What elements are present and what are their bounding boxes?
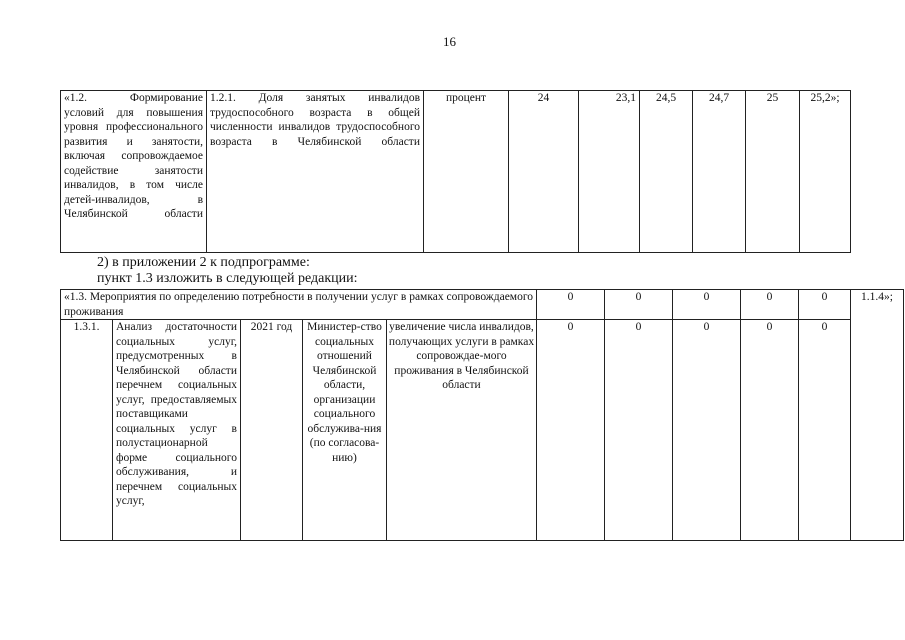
value-cell: 0 <box>673 320 741 541</box>
indicator-table <box>60 90 851 253</box>
value-cell: 23,1 <box>579 91 640 253</box>
value-cell: 0 <box>673 290 741 320</box>
row-number-cell: 1.3.1. <box>61 320 113 541</box>
value-cell: 25,2»; <box>800 91 851 253</box>
value-cell: 0 <box>741 290 799 320</box>
page-number: 16 <box>443 34 456 49</box>
table-header-row <box>61 290 904 320</box>
goal-cell <box>61 91 207 253</box>
table-row <box>61 91 851 253</box>
paragraph: пункт 1.3 изложить в следующей редакции: <box>97 271 358 286</box>
value-cell: 0 <box>605 320 673 541</box>
paragraph: 2) в приложении 2 к подпрограмме: <box>97 255 310 270</box>
unit-cell: процент <box>424 91 509 253</box>
value-cell: 25 <box>746 91 800 253</box>
indicator-cell <box>207 91 424 253</box>
indicator-text: 1.2.1. Доля занятых инвалидов трудоспособного возраста в общей численности инвалидов трудоспособного возраста в Челябинской области <box>210 92 420 148</box>
value-cell: 0 <box>537 290 605 320</box>
value-cell: 24,7 <box>693 91 746 253</box>
value-cell: 0 <box>741 320 799 541</box>
activities-table <box>60 289 904 541</box>
section-title: «1.3. Мероприятия по определению потребности в получении услуг в рамках сопровождаемого проживания <box>64 291 534 318</box>
value-cell: 0 <box>799 290 851 320</box>
value-cell: 0 <box>605 290 673 320</box>
value-cell: 24 <box>509 91 579 253</box>
ref-cell: 1.1.4»; <box>851 290 904 541</box>
executor-cell: Министер-ство социальных отношений Челябинской области, организации социального обслужива-ния (по согласова-нию) <box>303 320 387 541</box>
activity-name: Анализ достаточности социальных услуг, предусмотренных в Челябинской области перечнем социальных услуг, предоставляемых поставщиками социальных услуг в полустационарной форме социального обслуживания, и перечнем социальных услуг, <box>116 321 237 507</box>
value-cell: 0 <box>799 320 851 541</box>
name-cell <box>113 320 241 541</box>
section-title-cell <box>61 290 537 320</box>
goal-text: «1.2. Формирование условий для повышения уровня профессионального развития и занятости, включая сопровождаемое содействие занятости инвалидов, в том числе детей-инвалидов, в Челябинской области <box>64 92 203 220</box>
value-cell: 0 <box>537 320 605 541</box>
table-row <box>61 320 904 541</box>
value-cell: 24,5 <box>640 91 693 253</box>
year-cell: 2021 год <box>241 320 303 541</box>
result-cell: увеличение числа инвалидов, получающих услуги в рамках сопровождае-мого проживания в Челябинской области <box>387 320 537 541</box>
